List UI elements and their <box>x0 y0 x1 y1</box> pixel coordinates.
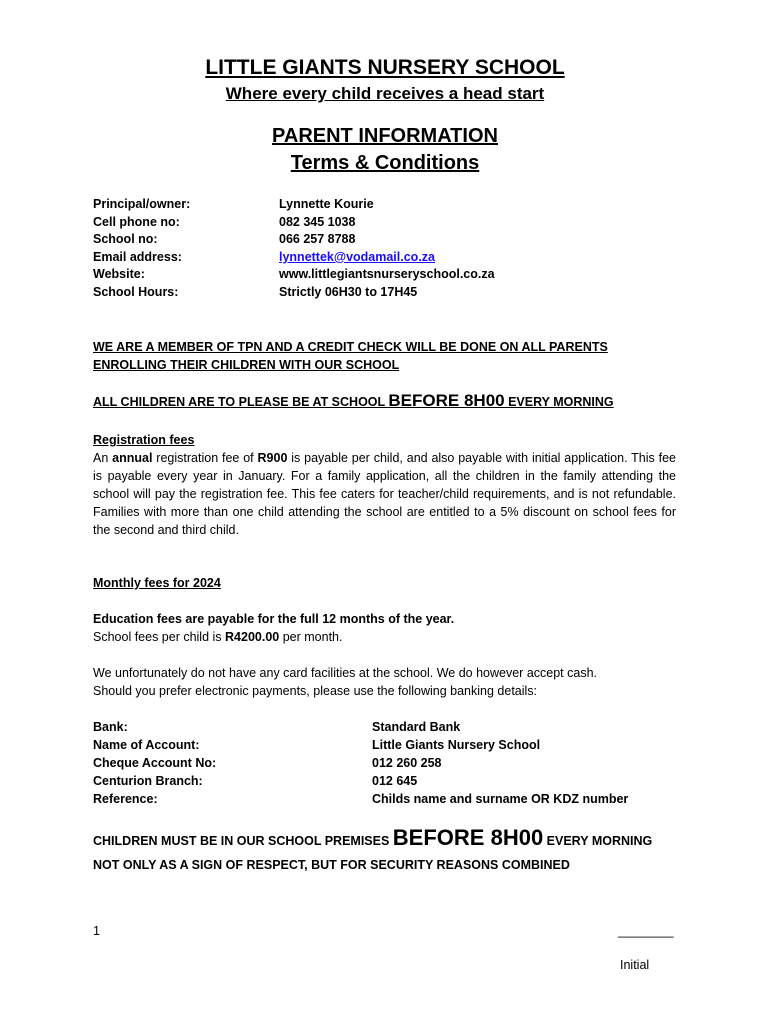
tagline: Where every child receives a head start <box>225 84 545 103</box>
banking-details <box>0 718 770 810</box>
contact-value: Lynnette Kourie <box>279 197 374 211</box>
contact-block <box>0 196 770 306</box>
contact-label: Principal/owner: <box>93 197 191 211</box>
closing-reason: NOT ONLY AS A SIGN OF RESPECT, BUT FOR SECURITY REASONS COMBINED <box>93 858 570 872</box>
tpn-notice: WE ARE A MEMBER OF TPN AND A CREDIT CHECK WILL BE DONE ON ALL PARENTS ENROLLING THEIR CHILDREN WITH OUR SCHOOL <box>93 340 608 372</box>
bank-value: Childs name and surname OR KDZ number <box>372 792 629 806</box>
bank-label: Centurion Branch: <box>93 774 203 788</box>
bank-value: Little Giants Nursery School <box>372 738 541 752</box>
closing-emphasis: BEFORE 8H00 <box>392 825 544 850</box>
closing-notice: CHILDREN MUST BE IN OUR SCHOOL PREMISES BEFORE 8H00 EVERY MORNING <box>93 825 653 850</box>
bank-label: Name of Account: <box>93 738 200 752</box>
bank-label: Bank: <box>93 720 128 734</box>
arrival-emphasis: BEFORE 8H00 <box>388 391 505 410</box>
document-subtitle: Terms & Conditions <box>290 152 480 174</box>
registration-paragraph: An annual registration fee of R900 is payable per child, and also payable with initial application. This fee is payable every year in January. For a family application, all the children in the family attending the school will pay the registration fee. This fee caters for teacher/child requirements, and is not refundable. Families with more than one child attending the school are entitled to a 5% discount on school fees for the second and third child. <box>93 451 677 537</box>
website-text: www.littlegiantsnurseryschool.co.za <box>279 267 495 282</box>
page-number: 1 <box>93 924 100 938</box>
email-link[interactable]: lynnettek@vodamail.co.za <box>279 249 435 264</box>
document-title: PARENT INFORMATION <box>272 125 498 147</box>
bank-label: Reference: <box>93 792 158 806</box>
contact-value: 082 345 1038 <box>279 214 356 229</box>
contact-label: Email address: <box>93 249 182 264</box>
electronic-payment-line: Should you prefer electronic payments, please use the following banking details: <box>93 684 538 698</box>
card-facilities-line: We unfortunately do not have any card facilities at the school. We do however accept cash. <box>93 666 597 680</box>
school-fee-line: School fees per child is R4200.00 per month. <box>93 630 343 644</box>
contact-label: Website: <box>93 267 145 282</box>
initial-signature-line: ________ <box>618 924 674 938</box>
contact-label: Cell phone no: <box>93 214 180 229</box>
contact-value: 066 257 8788 <box>279 232 356 247</box>
monthly-heading: Monthly fees for 2024 <box>93 576 221 590</box>
registration-heading: Registration fees <box>93 433 195 447</box>
bank-value: 012 645 <box>372 774 418 788</box>
arrival-notice: ALL CHILDREN ARE TO PLEASE BE AT SCHOOL BEFORE 8H00 EVERY MORNING <box>93 391 614 410</box>
contact-value: Strictly 06H30 to 17H45 <box>279 285 418 299</box>
bank-value: Standard Bank <box>372 720 461 734</box>
contact-label: School Hours: <box>93 285 179 299</box>
education-fees-line: Education fees are payable for the full 12 months of the year. <box>93 612 455 626</box>
contact-label: School no: <box>93 232 158 247</box>
school-name: LITTLE GIANTS NURSERY SCHOOL <box>205 56 565 79</box>
bank-label: Cheque Account No: <box>93 756 217 770</box>
bank-value: 012 260 258 <box>372 756 442 770</box>
initial-label: Initial <box>620 958 650 972</box>
